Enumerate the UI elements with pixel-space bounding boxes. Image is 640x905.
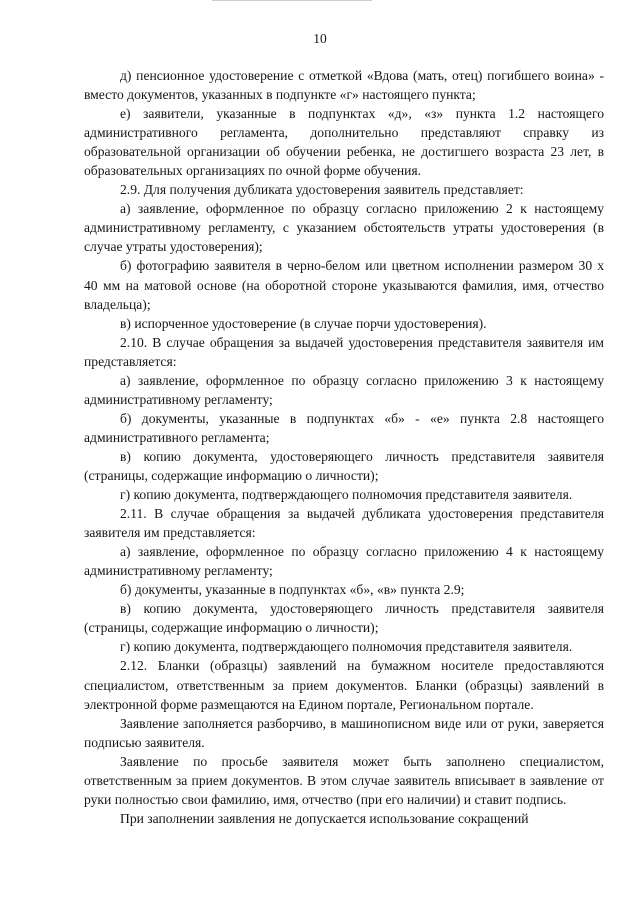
paragraph-2-10-v: в) копию документа, удостоверяющего личность представителя заявителя (страницы, содержащие информацию о личности); <box>84 448 604 483</box>
scan-edge-line <box>212 0 372 1</box>
paragraph-d-pension-certificate: д) пенсионное удостоверение с отметкой «Вдова (мать, отец) погибшего воина» - вместо документов, указанных в подпункте «г» настоящего пункта; <box>84 68 604 103</box>
paragraph-2-11-a: а) заявление, оформленное по образцу согласно приложению 4 к настоящему административному регламенту; <box>84 544 604 579</box>
paragraph-specialist-filling: Заявление по просьбе заявителя может быть заполнено специалистом, ответственным за прием документов. В этом случае заявитель вписывает в заявление от руки полностью свои фамилию, имя, отчество (при его наличии) и ставит подпись. <box>84 753 604 807</box>
paragraph-no-abbreviations: При заполнении заявления не допускается использование сокращений <box>120 810 529 826</box>
document-body <box>84 66 604 828</box>
paragraph-2-11-heading: 2.11. В случае обращения за выдачей дубликата удостоверения представителя заявителя им представляется: <box>84 506 604 541</box>
paragraph-filling-rules: Заявление заполняется разборчиво, в машинописном виде или от руки, заверяется подписью заявителя. <box>84 715 604 750</box>
paragraph-2-11-b: б) документы, указанные в подпунктах «б», «в» пункта 2.9; <box>120 582 465 598</box>
paragraph-2-10-g: г) копию документа, подтверждающего полномочия представителя заявителя. <box>120 487 573 503</box>
paragraph-2-9-v: в) испорченное удостоверение (в случае порчи удостоверения). <box>120 315 487 331</box>
paragraph-2-9-heading: 2.9. Для получения дубликата удостоверения заявитель представляет: <box>120 182 524 198</box>
paragraph-2-12-forms: 2.12. Бланки (образцы) заявлений на бумажном носителе предоставляются специалистом, ответственным за прием документов. Бланки (образцы) заявлений в электронной форме размещаются на Едином портале, Региональном портале. <box>84 658 604 712</box>
paragraph-2-10-a: а) заявление, оформленное по образцу согласно приложению 3 к настоящему административному регламенту; <box>84 372 604 407</box>
paragraph-e-education-certificate: е) заявители, указанные в подпунктах «д», «з» пункта 1.2 настоящего административного регламента, дополнительно представляют справку из образовательной организации об обучении ребенка, не достигшего возраста 23 лет, в образовательных организациях по очной форме обучения. <box>84 106 604 179</box>
paragraph-2-9-a: а) заявление, оформленное по образцу согласно приложению 2 к настоящему административному регламенту, с указанием обстоятельств утраты удостоверения (в случае утраты удостоверения); <box>84 201 604 255</box>
page-number: 10 <box>313 31 327 46</box>
paragraph-2-9-b: б) фотографию заявителя в черно-белом или цветном исполнении размером 30 х 40 мм на матовой основе (на оборотной стороне указываются фамилия, имя, отчество владельца); <box>84 258 604 312</box>
paragraph-2-11-v: в) копию документа, удостоверяющего личность представителя заявителя (страницы, содержащие информацию о личности); <box>84 601 604 636</box>
paragraph-2-10-heading: 2.10. В случае обращения за выдачей удостоверения представителя заявителя им представляется: <box>84 334 604 369</box>
paragraph-2-11-g: г) копию документа, подтверждающего полномочия представителя заявителя. <box>120 639 573 655</box>
paragraph-2-10-b: б) документы, указанные в подпунктах «б» - «е» пункта 2.8 настоящего административного регламента; <box>84 410 604 445</box>
